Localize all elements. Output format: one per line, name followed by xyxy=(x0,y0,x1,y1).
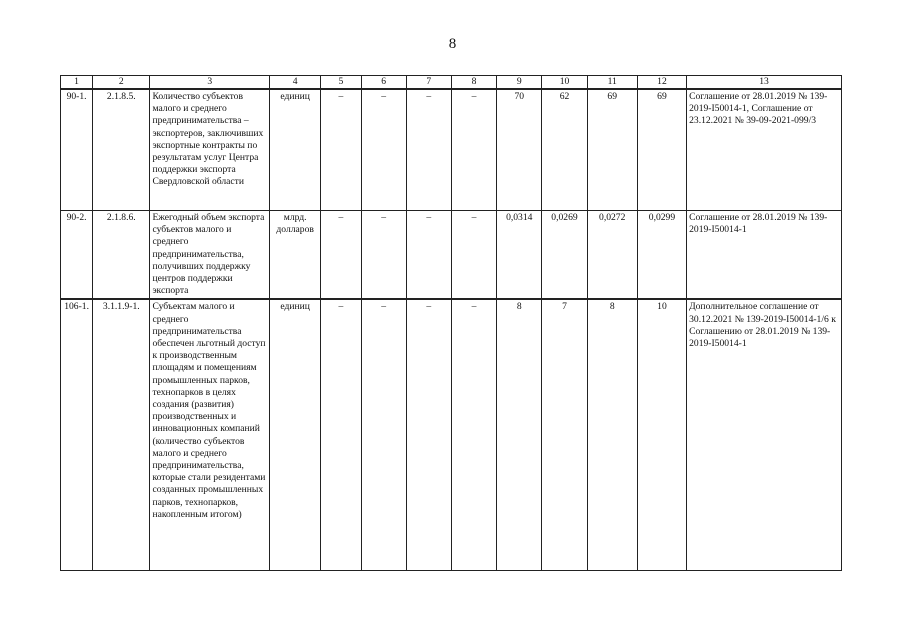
value-cell: – xyxy=(451,211,496,300)
value-cell: 70 xyxy=(497,89,542,211)
code-cell: 2.1.8.5. xyxy=(93,89,150,211)
header-cell: 4 xyxy=(270,76,321,90)
indicator-name-cell: Ежегодный объем экспорта субъектов малого и среднего предпринимательства, получивших поддержку центров поддержки экспорта xyxy=(150,211,270,300)
indicator-name-cell: Субъектам малого и среднего предпринимательства обеспечен льготный доступ к производственным площадям и помещениям промышленных парков, технопарков в целях создания (развития) производственных и инновационных компаний (количество субъектов малого и среднего предпринимательства, которые стали резидентами созданных промышленных парков, технопарков, накопленным итогом) xyxy=(150,299,270,571)
value-cell: – xyxy=(361,89,406,211)
value-cell: – xyxy=(451,299,496,571)
header-cell: 12 xyxy=(637,76,686,90)
value-cell: – xyxy=(321,299,361,571)
value-cell: – xyxy=(406,299,451,571)
header-cell: 13 xyxy=(687,76,842,90)
value-cell: – xyxy=(451,89,496,211)
value-cell: 0,0269 xyxy=(542,211,587,300)
value-cell: 8 xyxy=(587,299,637,571)
value-cell: 7 xyxy=(542,299,587,571)
header-cell: 5 xyxy=(321,76,361,90)
unit-cell: млрд. долларов xyxy=(270,211,321,300)
value-cell: 69 xyxy=(637,89,686,211)
code-cell: 2.1.8.6. xyxy=(93,211,150,300)
source-cell: Соглашение от 28.01.2019 № 139-2019-I50014-1 xyxy=(687,211,842,300)
table-row xyxy=(61,299,842,571)
value-cell: 10 xyxy=(637,299,686,571)
header-cell: 9 xyxy=(497,76,542,90)
value-cell: 0,0272 xyxy=(587,211,637,300)
row-number-cell: 90-2. xyxy=(61,211,93,300)
indicator-name-cell: Количество субъектов малого и среднего предпринимательства – экспортеров, заключивших экспортные контракты по результатам услуг Центра поддержки экспорта Свердловской области xyxy=(150,89,270,211)
row-number-cell: 106-1. xyxy=(61,299,93,571)
value-cell: – xyxy=(406,211,451,300)
value-cell: – xyxy=(406,89,451,211)
header-cell: 2 xyxy=(93,76,150,90)
value-cell: 62 xyxy=(542,89,587,211)
value-cell: – xyxy=(321,211,361,300)
value-cell: – xyxy=(361,299,406,571)
table-row xyxy=(61,89,842,211)
value-cell: 8 xyxy=(497,299,542,571)
value-cell: 0,0314 xyxy=(497,211,542,300)
unit-cell: единиц xyxy=(270,299,321,571)
source-cell: Соглашение от 28.01.2019 № 139-2019-I50014-1, Соглашение от 23.12.2021 № 39-09-2021-099/3 xyxy=(687,89,842,211)
value-cell: – xyxy=(321,89,361,211)
table-row xyxy=(61,211,842,300)
row-number-cell: 90-1. xyxy=(61,89,93,211)
header-cell: 10 xyxy=(542,76,587,90)
header-row xyxy=(61,76,842,90)
header-cell: 1 xyxy=(61,76,93,90)
header-cell: 11 xyxy=(587,76,637,90)
header-cell: 3 xyxy=(150,76,270,90)
source-cell: Дополнительное соглашение от 30.12.2021 № 139-2019-I50014-1/6 к Соглашению от 28.01.2019 № 139-2019-I50014-1 xyxy=(687,299,842,571)
header-cell: 6 xyxy=(361,76,406,90)
unit-cell: единиц xyxy=(270,89,321,211)
header-cell: 7 xyxy=(406,76,451,90)
indicators-table xyxy=(60,75,842,571)
header-cell: 8 xyxy=(451,76,496,90)
code-cell: 3.1.1.9-1. xyxy=(93,299,150,571)
value-cell: – xyxy=(361,211,406,300)
value-cell: 69 xyxy=(587,89,637,211)
value-cell: 0,0299 xyxy=(637,211,686,300)
page-number: 8 xyxy=(448,36,457,52)
